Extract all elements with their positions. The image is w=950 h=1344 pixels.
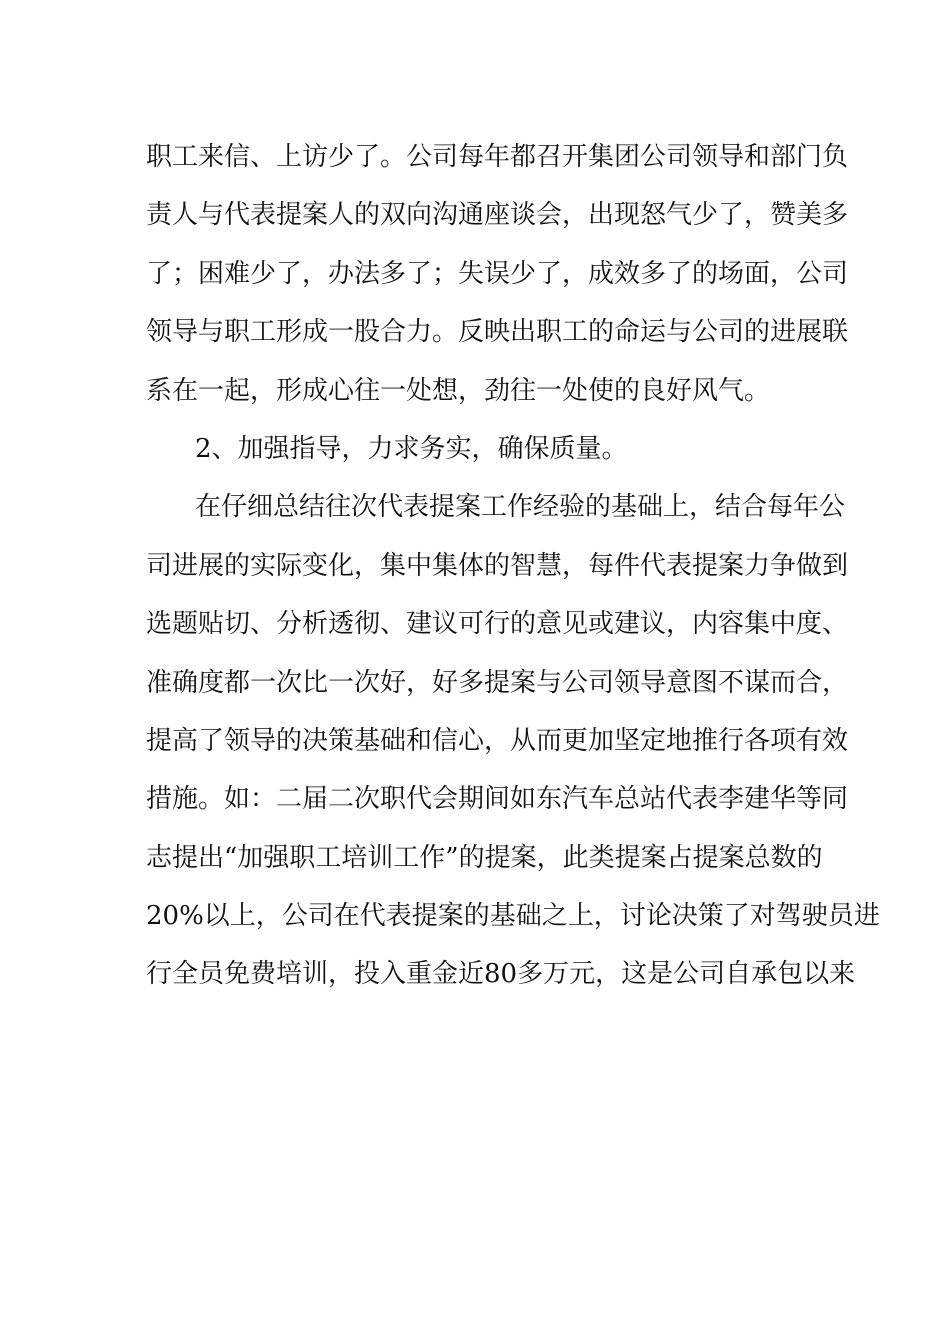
- text-line: 责人与代表提案人的双向沟通座谈会，出现怒气少了，赞美多: [146, 200, 849, 231]
- section-heading: 2、加强指导，力求务实，确保质量。: [195, 433, 628, 464]
- text-line: 行全员免费培训，投入重金近80多万元，这是公司自承包以来: [146, 959, 856, 990]
- text-line: 措施。如：二届二次职代会期间如东汽车总站代表李建华等同: [146, 784, 849, 815]
- text-line: 选题贴切、分析透彻、建议可行的意见或建议，内容集中度、: [146, 609, 849, 640]
- text-line: 系在一起，形成心往一处想，劲往一处使的良好风气。: [146, 375, 771, 406]
- text-line: 准确度都一次比一次好，好多提案与公司领导意图不谋而合，: [146, 667, 849, 698]
- text-line: 职工来信、上访少了。公司每年都召开集团公司领导和部门负: [146, 142, 849, 172]
- text-line: 司进展的实际变化，集中集体的智慧，每件代表提案力争做到: [146, 550, 849, 581]
- text-line: 了；困难少了，办法多了；失误少了，成效多了的场面，公司: [146, 258, 849, 289]
- text-line: 在仔细总结往次代表提案工作经验的基础上，结合每年公: [195, 492, 846, 523]
- document-body: [146, 128, 880, 1004]
- text-line: 提高了领导的决策基础和信心，从而更加坚定地推行各项有效: [146, 725, 849, 756]
- text-line: 20%以上，公司在代表提案的基础之上，讨论决策了对驾驶员进: [146, 901, 880, 932]
- text-line: 领导与职工形成一股合力。反映出职工的命运与公司的进展联: [146, 317, 849, 348]
- text-line: 志提出“加强职工培训工作”的提案，此类提案占提案总数的: [146, 842, 823, 873]
